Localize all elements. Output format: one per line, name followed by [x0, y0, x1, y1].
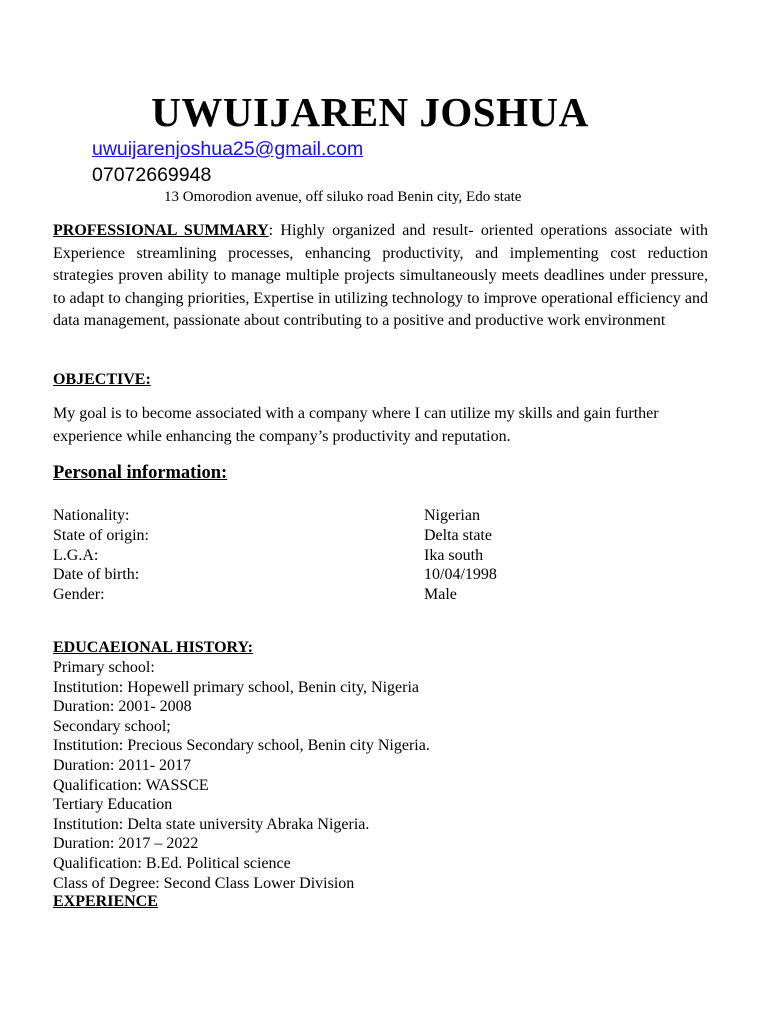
info-row-lga: [53, 546, 708, 566]
education-heading: EDUCAEIONAL HISTORY:: [53, 639, 253, 656]
education-list: [53, 658, 430, 893]
education-line: Primary school:: [53, 659, 155, 676]
info-label: State of origin:: [53, 527, 149, 544]
info-value: 10/04/1998: [424, 566, 497, 583]
professional-summary: [53, 220, 708, 333]
info-label: Gender:: [53, 586, 105, 603]
candidate-name: UWUIJAREN JOSHUA: [151, 89, 589, 135]
objective-text: My goal is to become associated with a company where I can utilize my skills and gain further experience while enhancing the company’s productivity and reputation.: [53, 405, 659, 445]
education-line: Tertiary Education: [53, 796, 173, 814]
summary-text: : Highly organized and result- oriented operations associate with Experience streamlining processes, enhancing productivity, and implementing cost reduction strategies proven ability to manage multiple projects simultaneously meets deadlines under pressure, to adapt to changing priorities, Expertise in utilizing technology to improve operational efficiency and data management, passionate about contributing to a positive and productive work environment: [53, 222, 709, 330]
education-line: Qualification: B.Ed. Political science: [53, 854, 291, 872]
info-value: Nigerian: [424, 507, 480, 524]
education-line: Qualification: WASSCE: [53, 776, 209, 794]
education-line: Class of Degree: Second Class Lower Division: [53, 874, 355, 892]
info-value: Male: [424, 586, 457, 603]
education-line: Duration: 2011- 2017: [53, 756, 192, 774]
education-line: Institution: Hopewell primary school, Benin city, Nigeria: [53, 678, 419, 696]
objective-heading: OBJECTIVE:: [53, 371, 151, 388]
education-line: Duration: 2017 – 2022: [53, 835, 199, 853]
education-line: Duration: 2001- 2008: [53, 698, 192, 716]
personal-info-heading: Personal information:: [53, 463, 228, 483]
info-label: Nationality:: [53, 507, 130, 524]
info-row-gender: [53, 585, 708, 605]
education-line: Institution: Precious Secondary school, Benin city Nigeria.: [53, 737, 430, 755]
education-line: Institution: Delta state university Abraka Nigeria.: [53, 815, 370, 833]
email-link[interactable]: uwuijarenjoshua25@gmail.com: [92, 138, 364, 160]
info-value: Ika south: [424, 547, 484, 564]
address: 13 Omorodion avenue, off siluko road Benin city, Edo state: [164, 189, 522, 205]
info-label: L.G.A:: [53, 547, 99, 564]
experience-heading: EXPERIENCE: [53, 893, 158, 910]
phone-number: 07072669948: [92, 164, 212, 186]
summary-heading: PROFESSIONAL SUMMARY: [53, 222, 269, 239]
education-line: Secondary school;: [53, 717, 171, 735]
info-row-nationality: [53, 506, 708, 526]
info-row-date-of-birth: [53, 565, 708, 585]
info-row-state-of-origin: [53, 526, 708, 546]
info-label: Date of birth:: [53, 566, 140, 583]
info-value: Delta state: [424, 527, 492, 544]
